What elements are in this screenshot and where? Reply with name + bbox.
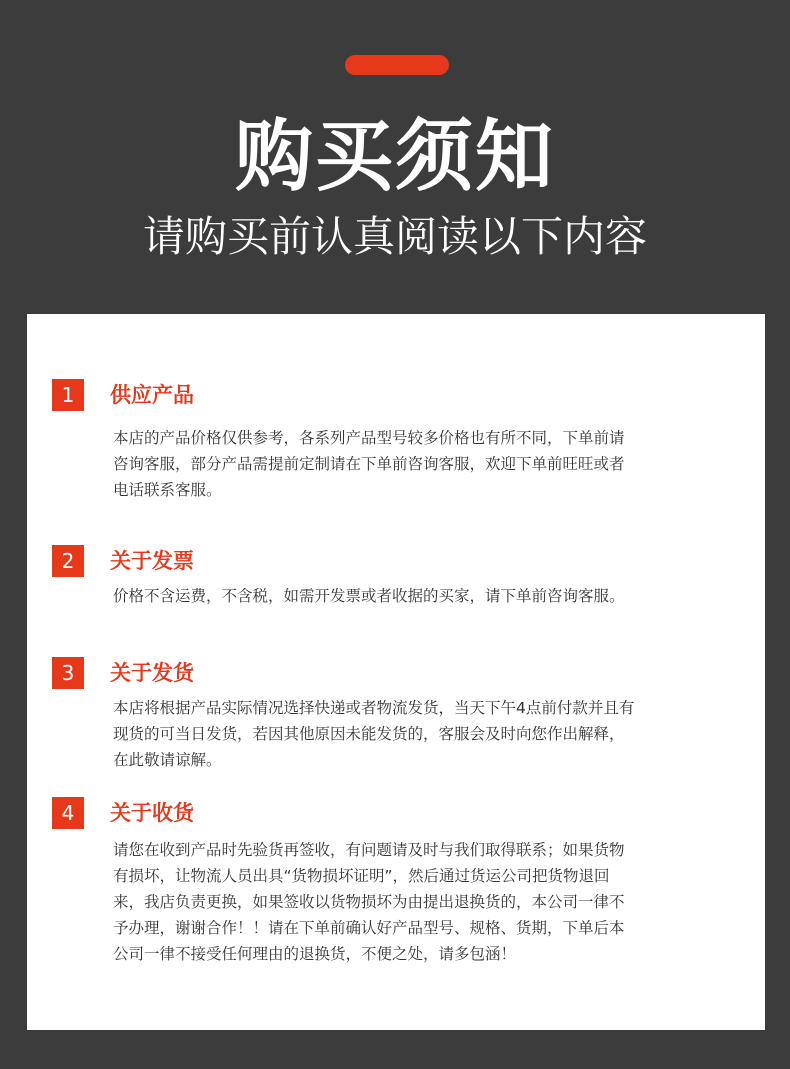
page-title: 购买须知: [234, 112, 555, 202]
section-heading: 关于发货: [110, 661, 194, 685]
body-line: 请您在收到产品时先验货再签收，有问题请及时与我们取得联系；如果货物: [113, 841, 625, 859]
section-body: [113, 837, 749, 967]
section-number-badge: 4: [52, 797, 84, 829]
body-line: 公司一律不接受任何理由的退换货，不便之处，请多包涵！: [113, 945, 517, 963]
notice-card: [27, 314, 765, 1030]
section-heading: 供应产品: [110, 383, 194, 407]
page-subtitle: 请购买前认真阅读以下内容: [142, 212, 647, 261]
body-line: 予办理，谢谢合作！！请在下单前确认好产品型号、规格、货期，下单后本: [113, 919, 625, 937]
section-number-badge: 2: [52, 545, 84, 577]
section-body: [113, 425, 749, 503]
section-heading: 关于发票: [110, 549, 194, 573]
section-number-badge: 1: [52, 379, 84, 411]
body-line: 本店将根据产品实际情况选择快递或者物流发货，当天下午4点前付款并且有: [113, 699, 635, 717]
body-line: 来，我店负责更换，如果签收以货物损坏为由提出退换货的，本公司一律不: [113, 893, 625, 911]
body-line: 现货的可当日发货，若因其他原因未能发货的，客服会及时向您作出解释，: [113, 725, 625, 743]
header-accent-pill: [345, 55, 449, 75]
body-line: 价格不含运费，不含税，如需开发票或者收据的买家，请下单前咨询客服。: [113, 587, 625, 605]
body-line: 在此敬请谅解。: [113, 751, 222, 769]
section-body: [113, 583, 749, 609]
body-line: 有损坏，让物流人员出具“货物损坏证明”，然后通过货运公司把货物退回: [113, 867, 610, 885]
section-body: [113, 695, 749, 773]
body-line: 本店的产品价格仅供参考，各系列产品型号较多价格也有所不同，下单前请: [113, 429, 625, 447]
section-number-badge: 3: [52, 657, 84, 689]
section-heading: 关于收货: [110, 801, 194, 825]
body-line: 电话联系客服。: [113, 481, 222, 499]
body-line: 咨询客服，部分产品需提前定制请在下单前咨询客服，欢迎下单前旺旺或者: [113, 455, 625, 473]
